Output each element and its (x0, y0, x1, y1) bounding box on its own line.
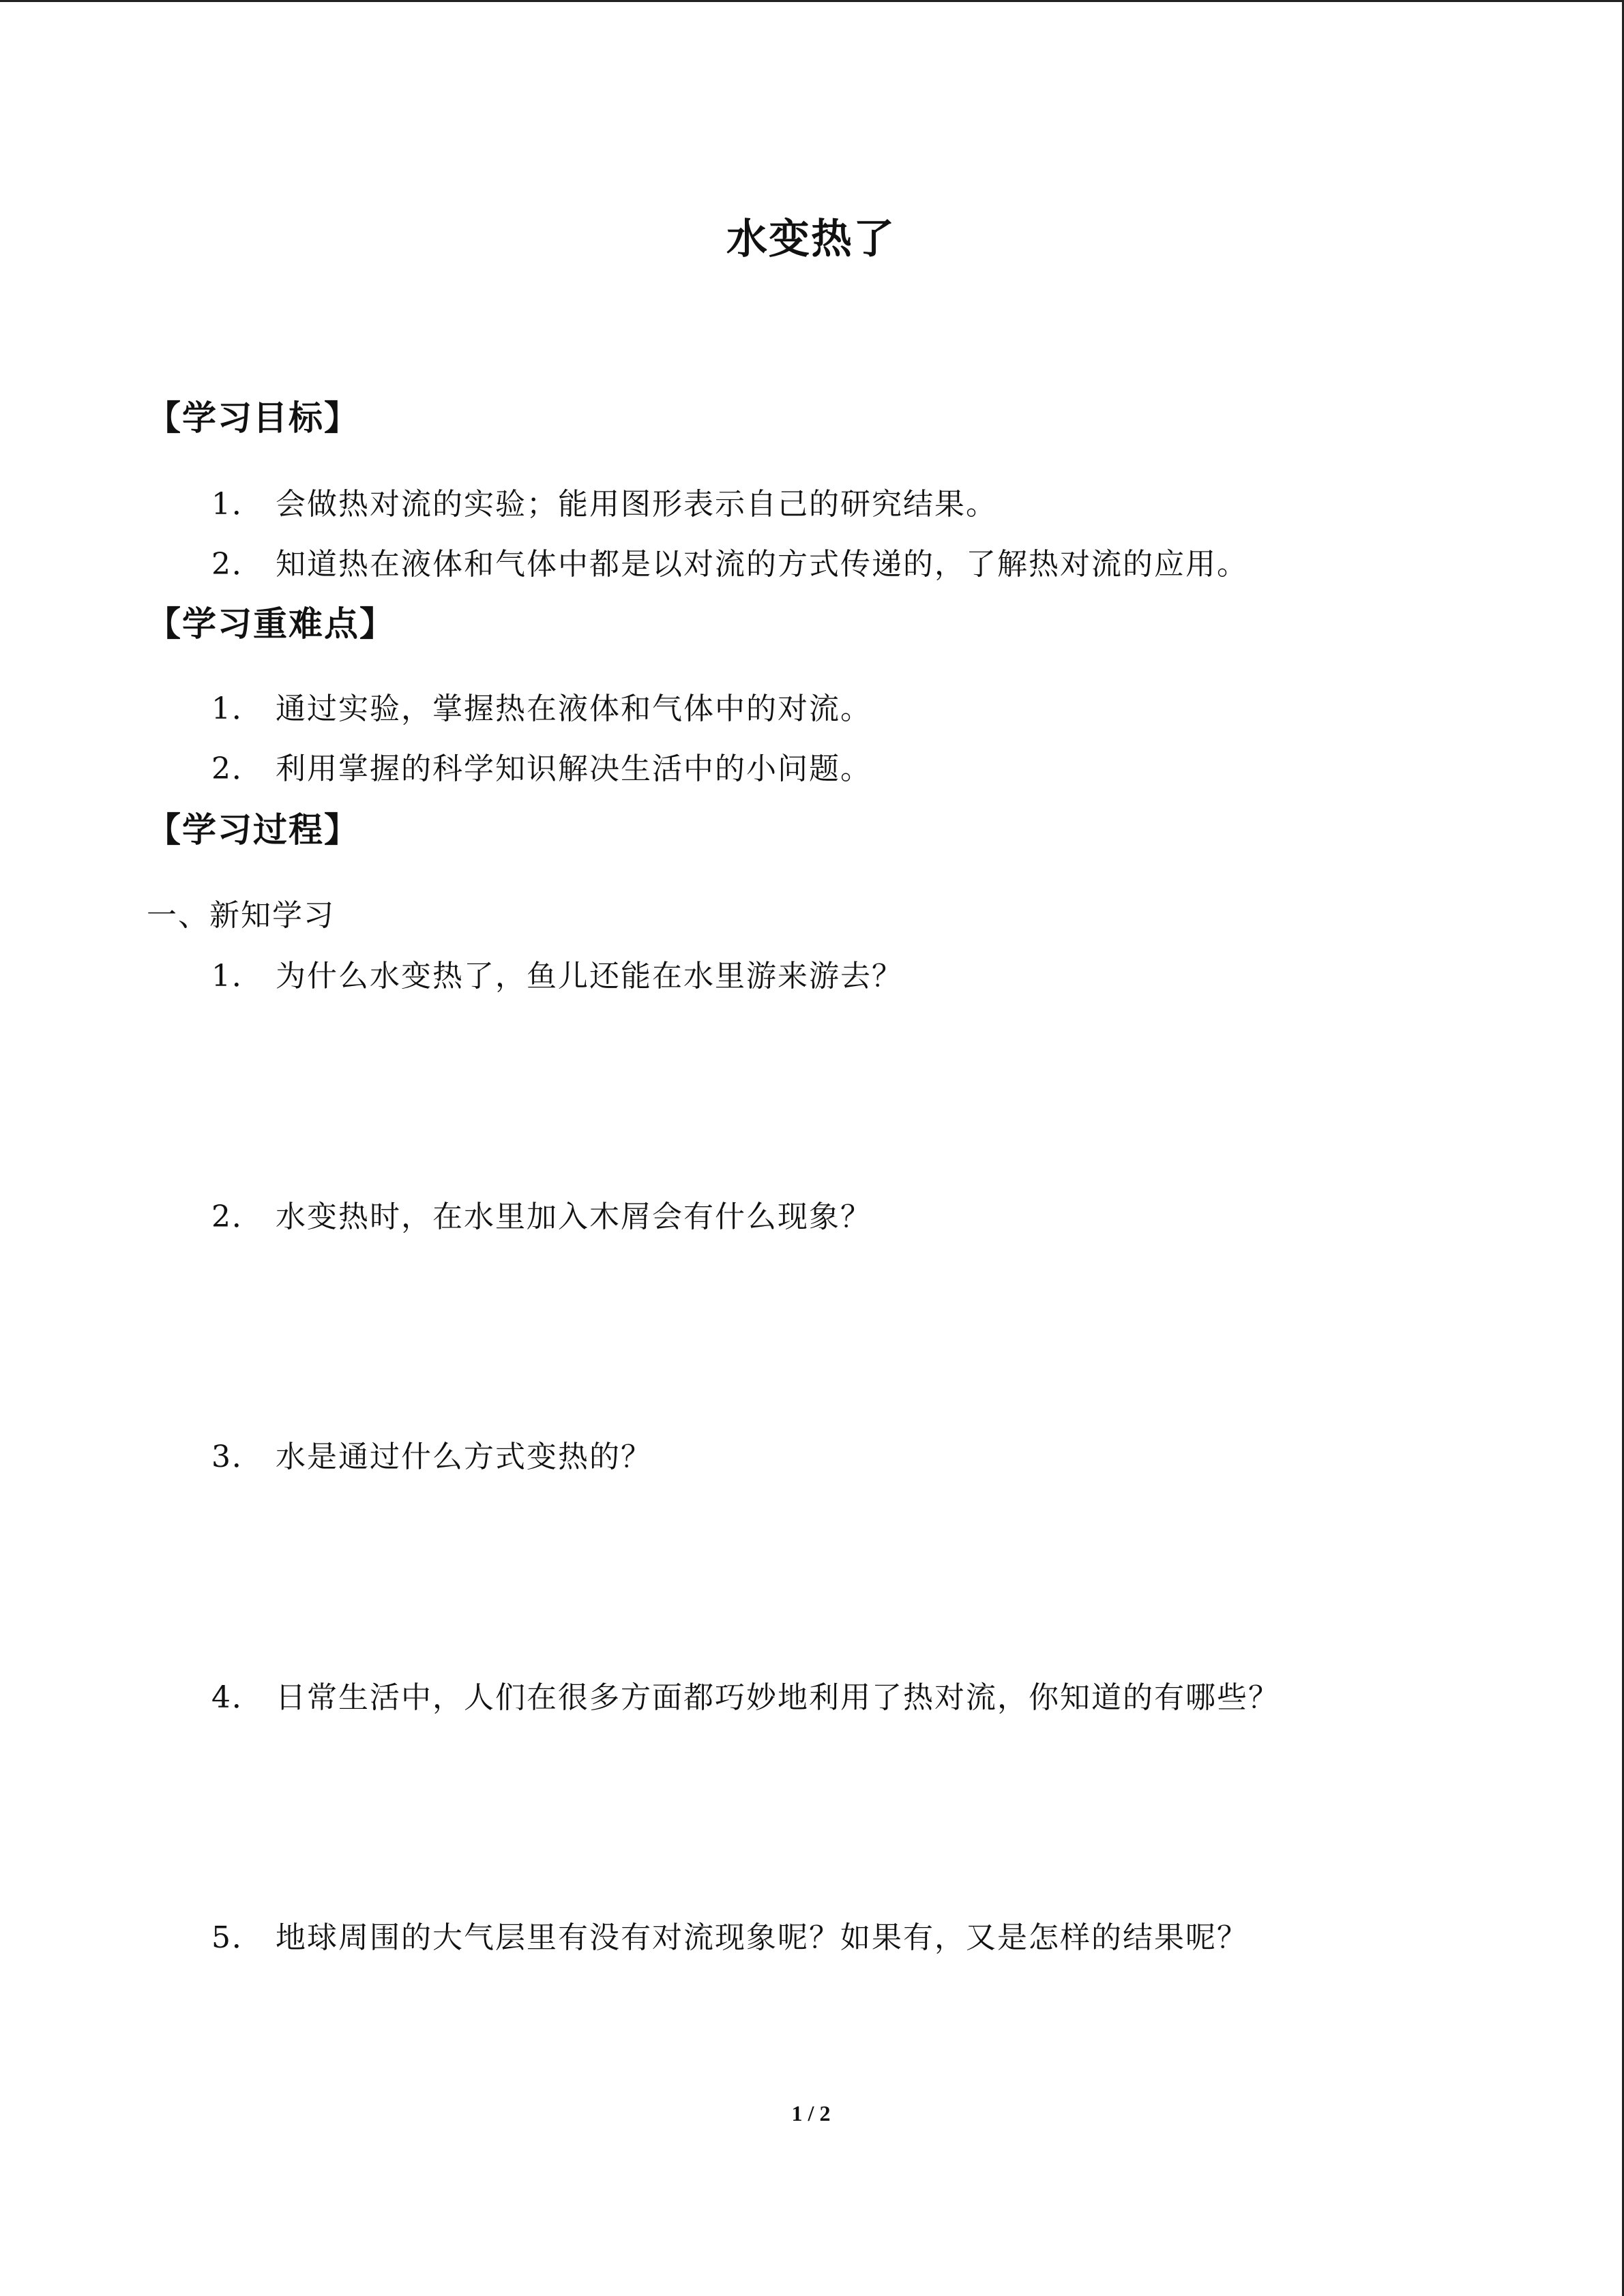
key-point-item (211, 684, 872, 728)
item-text: 水变热时，在水里加入木屑会有什么现象？ (276, 1199, 872, 1234)
item-text: 日常生活中，人们在很多方面都巧妙地利用了热对流，你知道的有哪些？ (276, 1680, 1280, 1715)
item-number: 1． (211, 959, 263, 994)
key-points-heading: 【学习重难点】 (147, 604, 395, 644)
page-title: 水变热了 (726, 215, 896, 263)
key-point-item (211, 744, 872, 788)
question-item (211, 1913, 1248, 1956)
objective-item (211, 479, 997, 523)
item-text: 为什么水变热了，鱼儿还能在水里游来游去？ (276, 959, 903, 994)
objectives-heading: 【学习目标】 (147, 398, 359, 438)
item-number: 5． (211, 1920, 263, 1955)
question-item (211, 1432, 652, 1476)
item-number: 2． (211, 547, 263, 582)
objective-item (211, 539, 1248, 583)
question-item (211, 1192, 872, 1236)
item-number: 1． (211, 487, 263, 522)
page-number: 1 / 2 (791, 2101, 831, 2126)
process-heading: 【学习过程】 (147, 810, 359, 850)
item-number: 2． (211, 1199, 263, 1234)
item-number: 3． (211, 1440, 263, 1474)
item-text: 会做热对流的实验；能用图形表示自己的研究结果。 (276, 487, 997, 522)
item-text: 地球周围的大气层里有没有对流现象呢？如果有，又是怎样的结果呢？ (276, 1920, 1248, 1955)
section-label: 一、新知学习 (147, 898, 335, 933)
item-text: 知道热在液体和气体中都是以对流的方式传递的，了解热对流的应用。 (276, 547, 1248, 582)
item-number: 2． (211, 751, 263, 786)
item-number: 1． (211, 691, 263, 726)
item-text: 水是通过什么方式变热的？ (276, 1440, 652, 1474)
question-item (211, 951, 903, 995)
item-text: 利用掌握的科学知识解决生活中的小问题。 (276, 751, 872, 786)
item-number: 4． (211, 1680, 263, 1715)
question-item (211, 1673, 1280, 1716)
item-text: 通过实验，掌握热在液体和气体中的对流。 (276, 691, 872, 726)
